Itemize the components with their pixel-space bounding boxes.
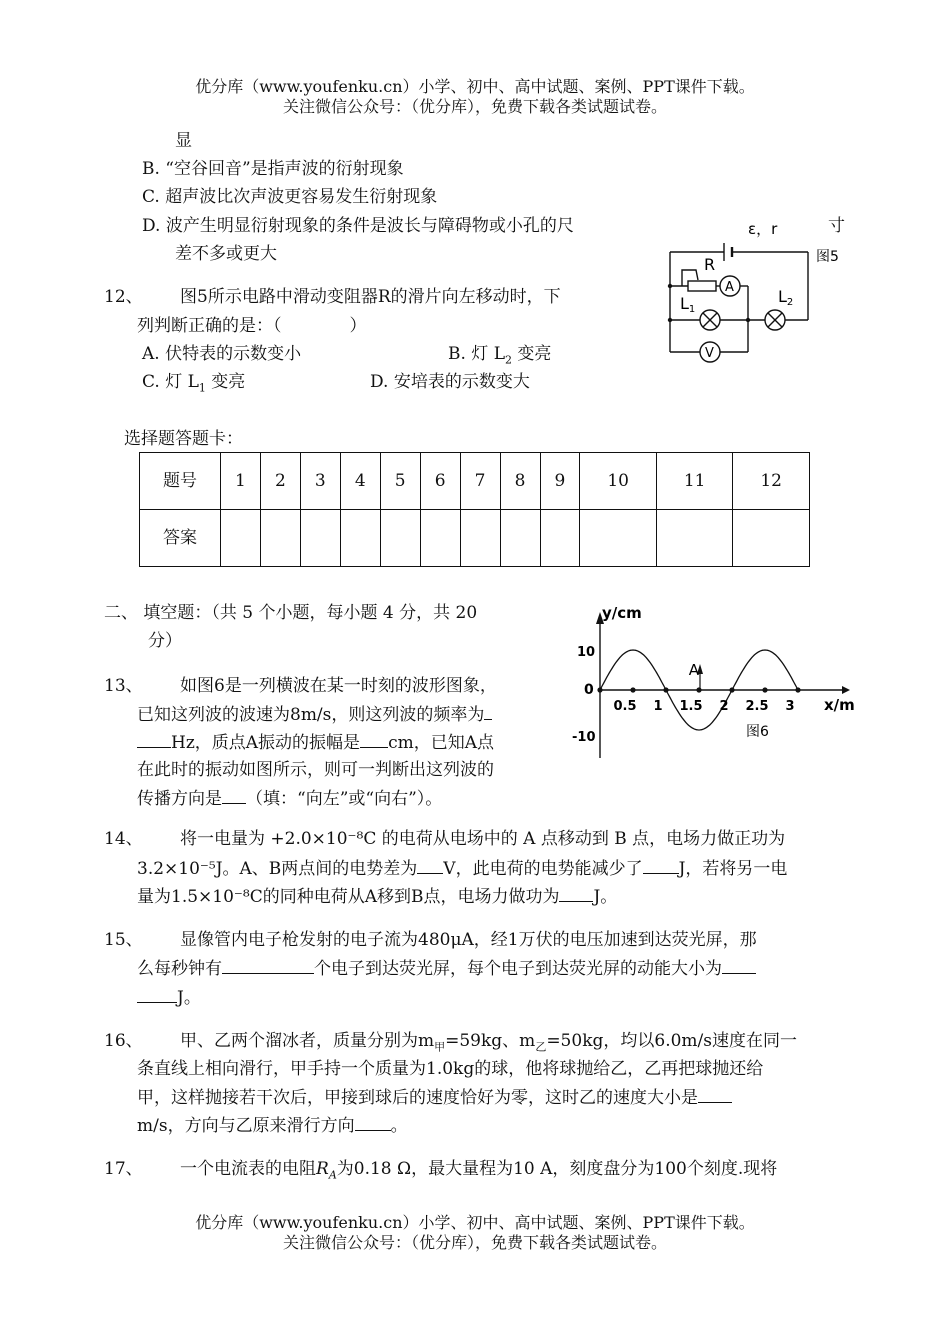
- answer-cell[interactable]: [380, 510, 420, 567]
- answer-card-number: 10: [580, 453, 656, 510]
- answer-cell[interactable]: [540, 510, 580, 567]
- q11-option-d-line1: D. 波产生明显衍射现象的条件是波长与障碍物或小孔的尺: [142, 216, 574, 236]
- wave-point: [729, 687, 734, 692]
- answer-card-number: 3: [300, 453, 340, 510]
- q12-number: 12、: [104, 287, 143, 307]
- x-tick-label: 2: [719, 699, 729, 714]
- answer-card-number: 5: [380, 453, 420, 510]
- q14-line2: 3.2×10⁻⁵J。A、B两点间的电势差为 V，此电荷的电势能减少了 J，若将另一电: [137, 859, 788, 879]
- y-tick-neg10: -10: [572, 730, 596, 745]
- frequency-blank[interactable]: [137, 731, 171, 748]
- direction-blank-q16[interactable]: [355, 1114, 391, 1131]
- ammeter-label: A: [725, 280, 734, 295]
- electron-count-blank[interactable]: [222, 957, 314, 974]
- answer-cell[interactable]: [420, 510, 460, 567]
- q11-option-d-tail: 寸: [828, 216, 845, 236]
- answer-cell[interactable]: [221, 510, 261, 567]
- wave-point: [795, 687, 800, 692]
- q17-line1: 一个电流表的电阻$R_A$为0.18 Ω，最大量程为10 A，刻度盘分为100个刻度.现将: [180, 1159, 778, 1182]
- answer-cell[interactable]: [340, 510, 380, 567]
- q15-line2: 么每秒钟有 个电子到达荧光屏，每个电子到达荧光屏的动能大小为: [137, 957, 756, 980]
- answer-cell[interactable]: [580, 510, 656, 567]
- x-tick-label: 1: [653, 699, 663, 714]
- q11-option-b: B. “空谷回音”是指声波的衍射现象: [142, 159, 404, 179]
- answer-card-table: [139, 452, 810, 567]
- point-a-label: A: [688, 661, 699, 679]
- lamp-l2-label: L2: [778, 287, 794, 308]
- footer-line-2: 关注微信公众号：（优分库），免费下载各类试题试卷。: [282, 1233, 667, 1252]
- header-line-2: 关注微信公众号：（优分库），免费下载各类试题试卷。: [282, 97, 667, 116]
- x-tick-label: 1.5: [679, 699, 703, 714]
- y-tick-10: 10: [577, 645, 596, 660]
- energy-decrease-blank[interactable]: [643, 857, 679, 874]
- section-2-title: 二、 填空题：（共 5 个小题，每小题 4 分，共 20: [104, 603, 478, 623]
- q12-option-a: A. 伏特表的示数变小: [142, 344, 302, 364]
- x-tick-label: 2.5: [745, 699, 769, 714]
- q13-line1: 如图6是一列横波在某一时刻的波形图象，: [180, 676, 497, 696]
- answer-card-title: 选择题答题卡：: [124, 429, 243, 449]
- rheostat-label: R: [704, 255, 716, 274]
- answer-card-number: 6: [420, 453, 460, 510]
- q15-number: 15、: [104, 930, 143, 950]
- origin-point: [597, 687, 602, 692]
- answer-cell[interactable]: [300, 510, 340, 567]
- q15-line3: J。: [137, 986, 201, 1009]
- wave-point: [762, 687, 767, 692]
- answer-cell[interactable]: [500, 510, 540, 567]
- x-axis-label: x/m: [824, 696, 855, 714]
- y-axis-label: y/cm: [602, 604, 642, 622]
- answer-card-number: 12: [733, 453, 810, 510]
- q14-line1: 将一电量为 +2.0×10⁻⁸C 的电荷从电场中的 A 点移动到 B 点，电场力做正功为: [180, 829, 786, 849]
- q14-line3: 量为1.5×10⁻⁸C的同种电荷从A移到B点，电场力做功为 J。: [137, 887, 618, 907]
- answer-card-number: 1: [221, 453, 261, 510]
- answer-card-number: 2: [260, 453, 300, 510]
- figure-5-label: 图5: [816, 249, 839, 265]
- q13-line3: Hz，质点A振动的振幅是 cm，已知A点: [137, 731, 494, 754]
- q12-option-b: B. 灯 $L_2$ 变亮: [448, 344, 552, 367]
- q17-number: 17、: [104, 1159, 143, 1179]
- answer-card-number-label: 题号: [140, 453, 221, 510]
- kinetic-energy-blank[interactable]: [137, 986, 177, 1003]
- q11-option-c: C. 超声波比次声波更容易发生衍射现象: [142, 187, 438, 207]
- lamp-l1-label: L1: [680, 294, 696, 315]
- section-2-title-cont: 分）: [148, 631, 182, 651]
- wave-point: [663, 687, 668, 692]
- potential-difference-blank[interactable]: [417, 857, 443, 874]
- q13-number: 13、: [104, 676, 143, 696]
- answer-card-number: 7: [460, 453, 500, 510]
- q12-option-c: C. 灯 $L_1$ 变亮: [142, 372, 246, 395]
- footer-line-1: 优分库（www.youfenku.cn）小学、初中、高中试题、案例、PPT课件下载。: [195, 1213, 755, 1232]
- q16-line3: 甲，这样抛接若干次后，甲接到球后的速度恰好为零，这时乙的速度大小是: [137, 1086, 732, 1109]
- amplitude-blank[interactable]: [360, 731, 388, 748]
- q15-line1: 显像管内电子枪发射的电子流为480μA，经1万伏的电压加速到达荧光屏，那: [180, 930, 757, 950]
- answer-card-number: 8: [500, 453, 540, 510]
- answer-card-number-row: [140, 453, 810, 510]
- q12-option-d: D. 安培表的示数变大: [370, 372, 530, 392]
- q13-line2: 已知这列波的波速为8m/s，则这列波的频率为: [137, 703, 492, 726]
- q13-line5: 传播方向是 （填：“向左”或“向右”）。: [137, 789, 443, 809]
- answer-cell[interactable]: [460, 510, 500, 567]
- q16-number: 16、: [104, 1031, 143, 1051]
- q13-line4: 在此时的振动如图所示，则可一判断出这列波的: [137, 760, 494, 780]
- q11-option-d-line2: 差不多或更大: [175, 244, 277, 264]
- figure-6-wave: [560, 598, 860, 768]
- wave-point: [630, 687, 635, 692]
- emf-label: ε，r: [748, 220, 778, 238]
- q16-line2: 条直线上相向滑行，甲手持一个质量为1.0kg的球，他将球抛给乙，乙再把球抛还给: [137, 1059, 764, 1079]
- voltmeter-label: V: [705, 346, 714, 361]
- answer-card-number: 4: [340, 453, 380, 510]
- answer-card-number: 11: [656, 453, 732, 510]
- q12-stem-line2: 列判断正确的是：（ ）: [137, 316, 367, 336]
- work-done-blank[interactable]: [559, 885, 593, 902]
- answer-card-answer-label: 答案: [140, 510, 221, 567]
- x-tick-label: 0.5: [613, 699, 637, 714]
- y-tick-0: 0: [584, 682, 594, 698]
- answer-card-number: 9: [540, 453, 580, 510]
- header-line-1: 优分库（www.youfenku.cn）小学、初中、高中试题、案例、PPT课件下载。: [195, 77, 755, 96]
- x-tick-label: 3: [785, 699, 795, 714]
- q12-stem-line1: 图5所示电路中滑动变阻器R的滑片向左移动时，下: [180, 287, 561, 307]
- q16-line4: m/s，方向与乙原来滑行方向 。: [137, 1116, 408, 1136]
- answer-cell[interactable]: [733, 510, 810, 567]
- direction-blank[interactable]: [222, 787, 246, 804]
- answer-cell[interactable]: [656, 510, 732, 567]
- q11-continuation: 显: [175, 131, 192, 151]
- figure-6-label: 图6: [746, 724, 769, 740]
- answer-cell[interactable]: [260, 510, 300, 567]
- q14-number: 14、: [104, 829, 143, 849]
- answer-card-answer-row: [140, 510, 810, 567]
- q16-line1: 甲、乙两个溜冰者，质量分别为$m_甲=59kg$、$m_乙=50kg$，均以6.0m/s速度在同一: [180, 1031, 797, 1054]
- figure-5-circuit: [660, 212, 850, 362]
- speed-blank[interactable]: [698, 1086, 732, 1103]
- rheostat-symbol: [688, 281, 716, 291]
- wave-point: [696, 687, 701, 692]
